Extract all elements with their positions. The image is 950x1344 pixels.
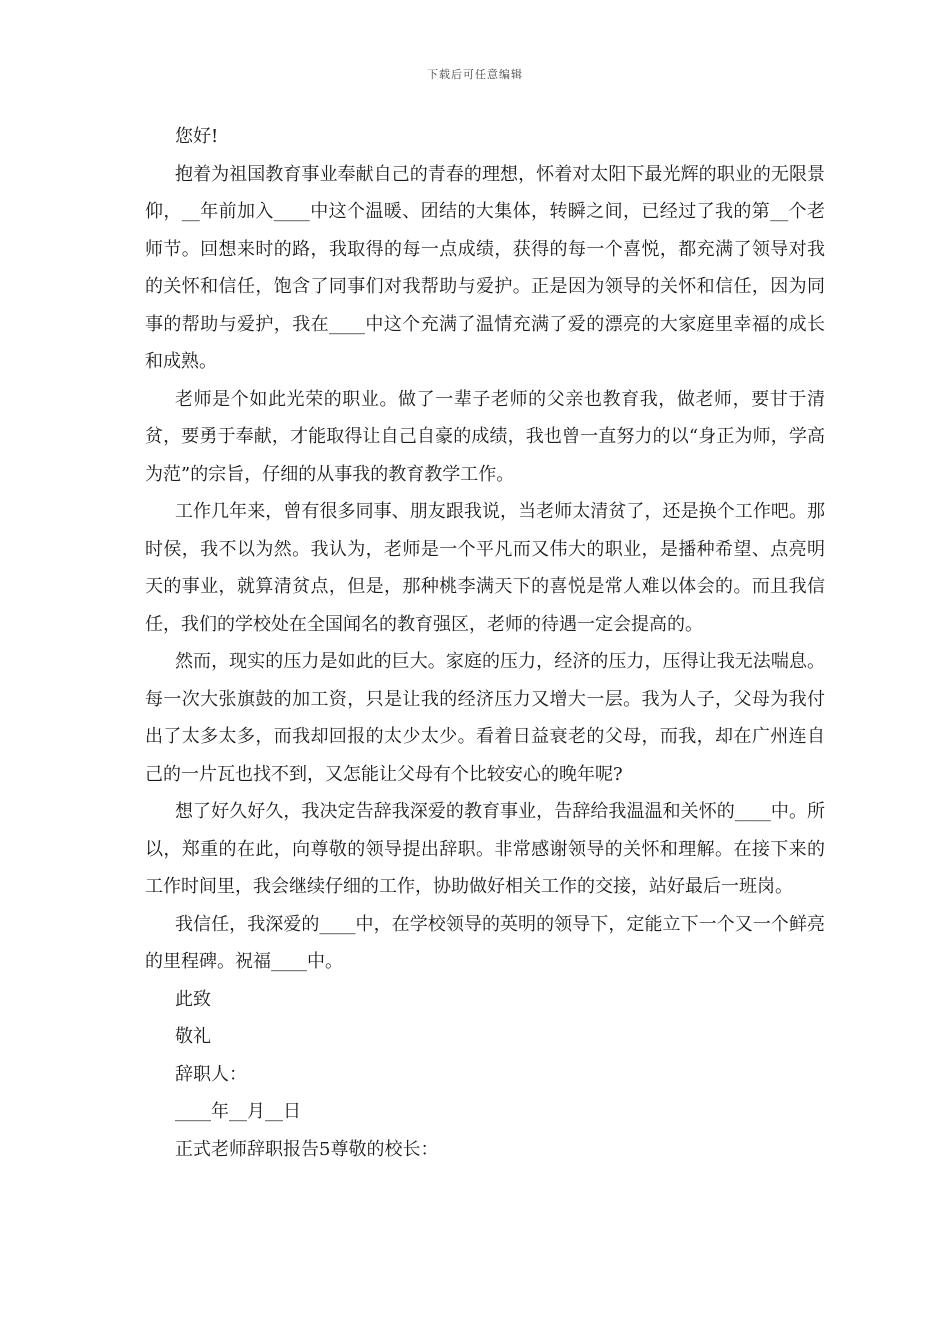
letter-body [145, 118, 825, 1168]
paragraph-6: 我信任，我深爱的____中，在学校领导的英明的领导下，定能立下一个又一个鲜亮的里程碑。祝福____中。 [145, 913, 825, 972]
paragraph-1: 抱着为祖国教育事业奉献自己的青春的理想，怀着对太阳下最光辉的职业的无限景仰，__年前加入____中这个温暖、团结的大集体，转瞬之间，已经过了我的第__个老师节。回想来时的路，我取得的每一点成绩，获得的每一个喜悦，都充满了领导对我的关怀和信任，饱含了同事们对我帮助与爱护。正是因为领导的关怀和信任，因为同事的帮助与爱护，我在____中这个充满了温情充满了爱的漂亮的大家庭里幸福的成长和成熟。 [145, 163, 825, 372]
signer-label: 辞职人： [175, 1063, 247, 1085]
closing-regards: 敬礼 [175, 1026, 211, 1047]
paragraph-5: 想了好久好久，我决定告辞我深爱的教育事业，告辞给我温温和关怀的____中。所以，郑重的在此，向尊敬的领导提出辞职。非常感谢领导的关怀和理解。在接下来的工作时间里，我会继续仔细的工作，协助做好相关工作的交接，站好最后一班岗。 [145, 801, 825, 897]
date-line: ____年__月__日 [175, 1101, 301, 1122]
next-section-title: 正式老师辞职报告5尊敬的校长： [175, 1138, 439, 1160]
paragraph-3: 工作几年来，曾有很多同事、朋友跟我说，当老师太清贫了，还是换个工作吧。那时侯，我不以为然。我认为，老师是一个平凡而又伟大的职业，是播种希望、点亮明天的事业，就算清贫点，但是，那种桃李满天下的喜悦是常人难以体会的。而且我信任，我们的学校处在全国闻名的教育强区，老师的待遇一定会提高的。 [145, 501, 825, 635]
closing-salutation: 此致 [175, 988, 211, 1010]
greeting: 您好! [175, 126, 219, 147]
paragraph-4: 然而，现实的压力是如此的巨大。家庭的压力，经济的压力，压得让我无法喘息。每一次大张旗鼓的加工资，只是让我的经济压力又增大一层。我为人子，父母为我付出了太多太多，而我却回报的太少太少。看着日益衰老的父母，而我，却在广州连自己的一片瓦也找不到，又怎能让父母有个比较安心的晚年呢? [145, 651, 825, 785]
header-note: 下载后可任意编辑 [427, 68, 523, 81]
paragraph-2: 老师是个如此光荣的职业。做了一辈子老师的父亲也教育我，做老师，要甘于清贫，要勇于奉献，才能取得让自己自豪的成绩，我也曾一直努力的以“身正为师，学高为范”的宗旨，仔细的从事我的教育教学工作。 [145, 388, 825, 485]
